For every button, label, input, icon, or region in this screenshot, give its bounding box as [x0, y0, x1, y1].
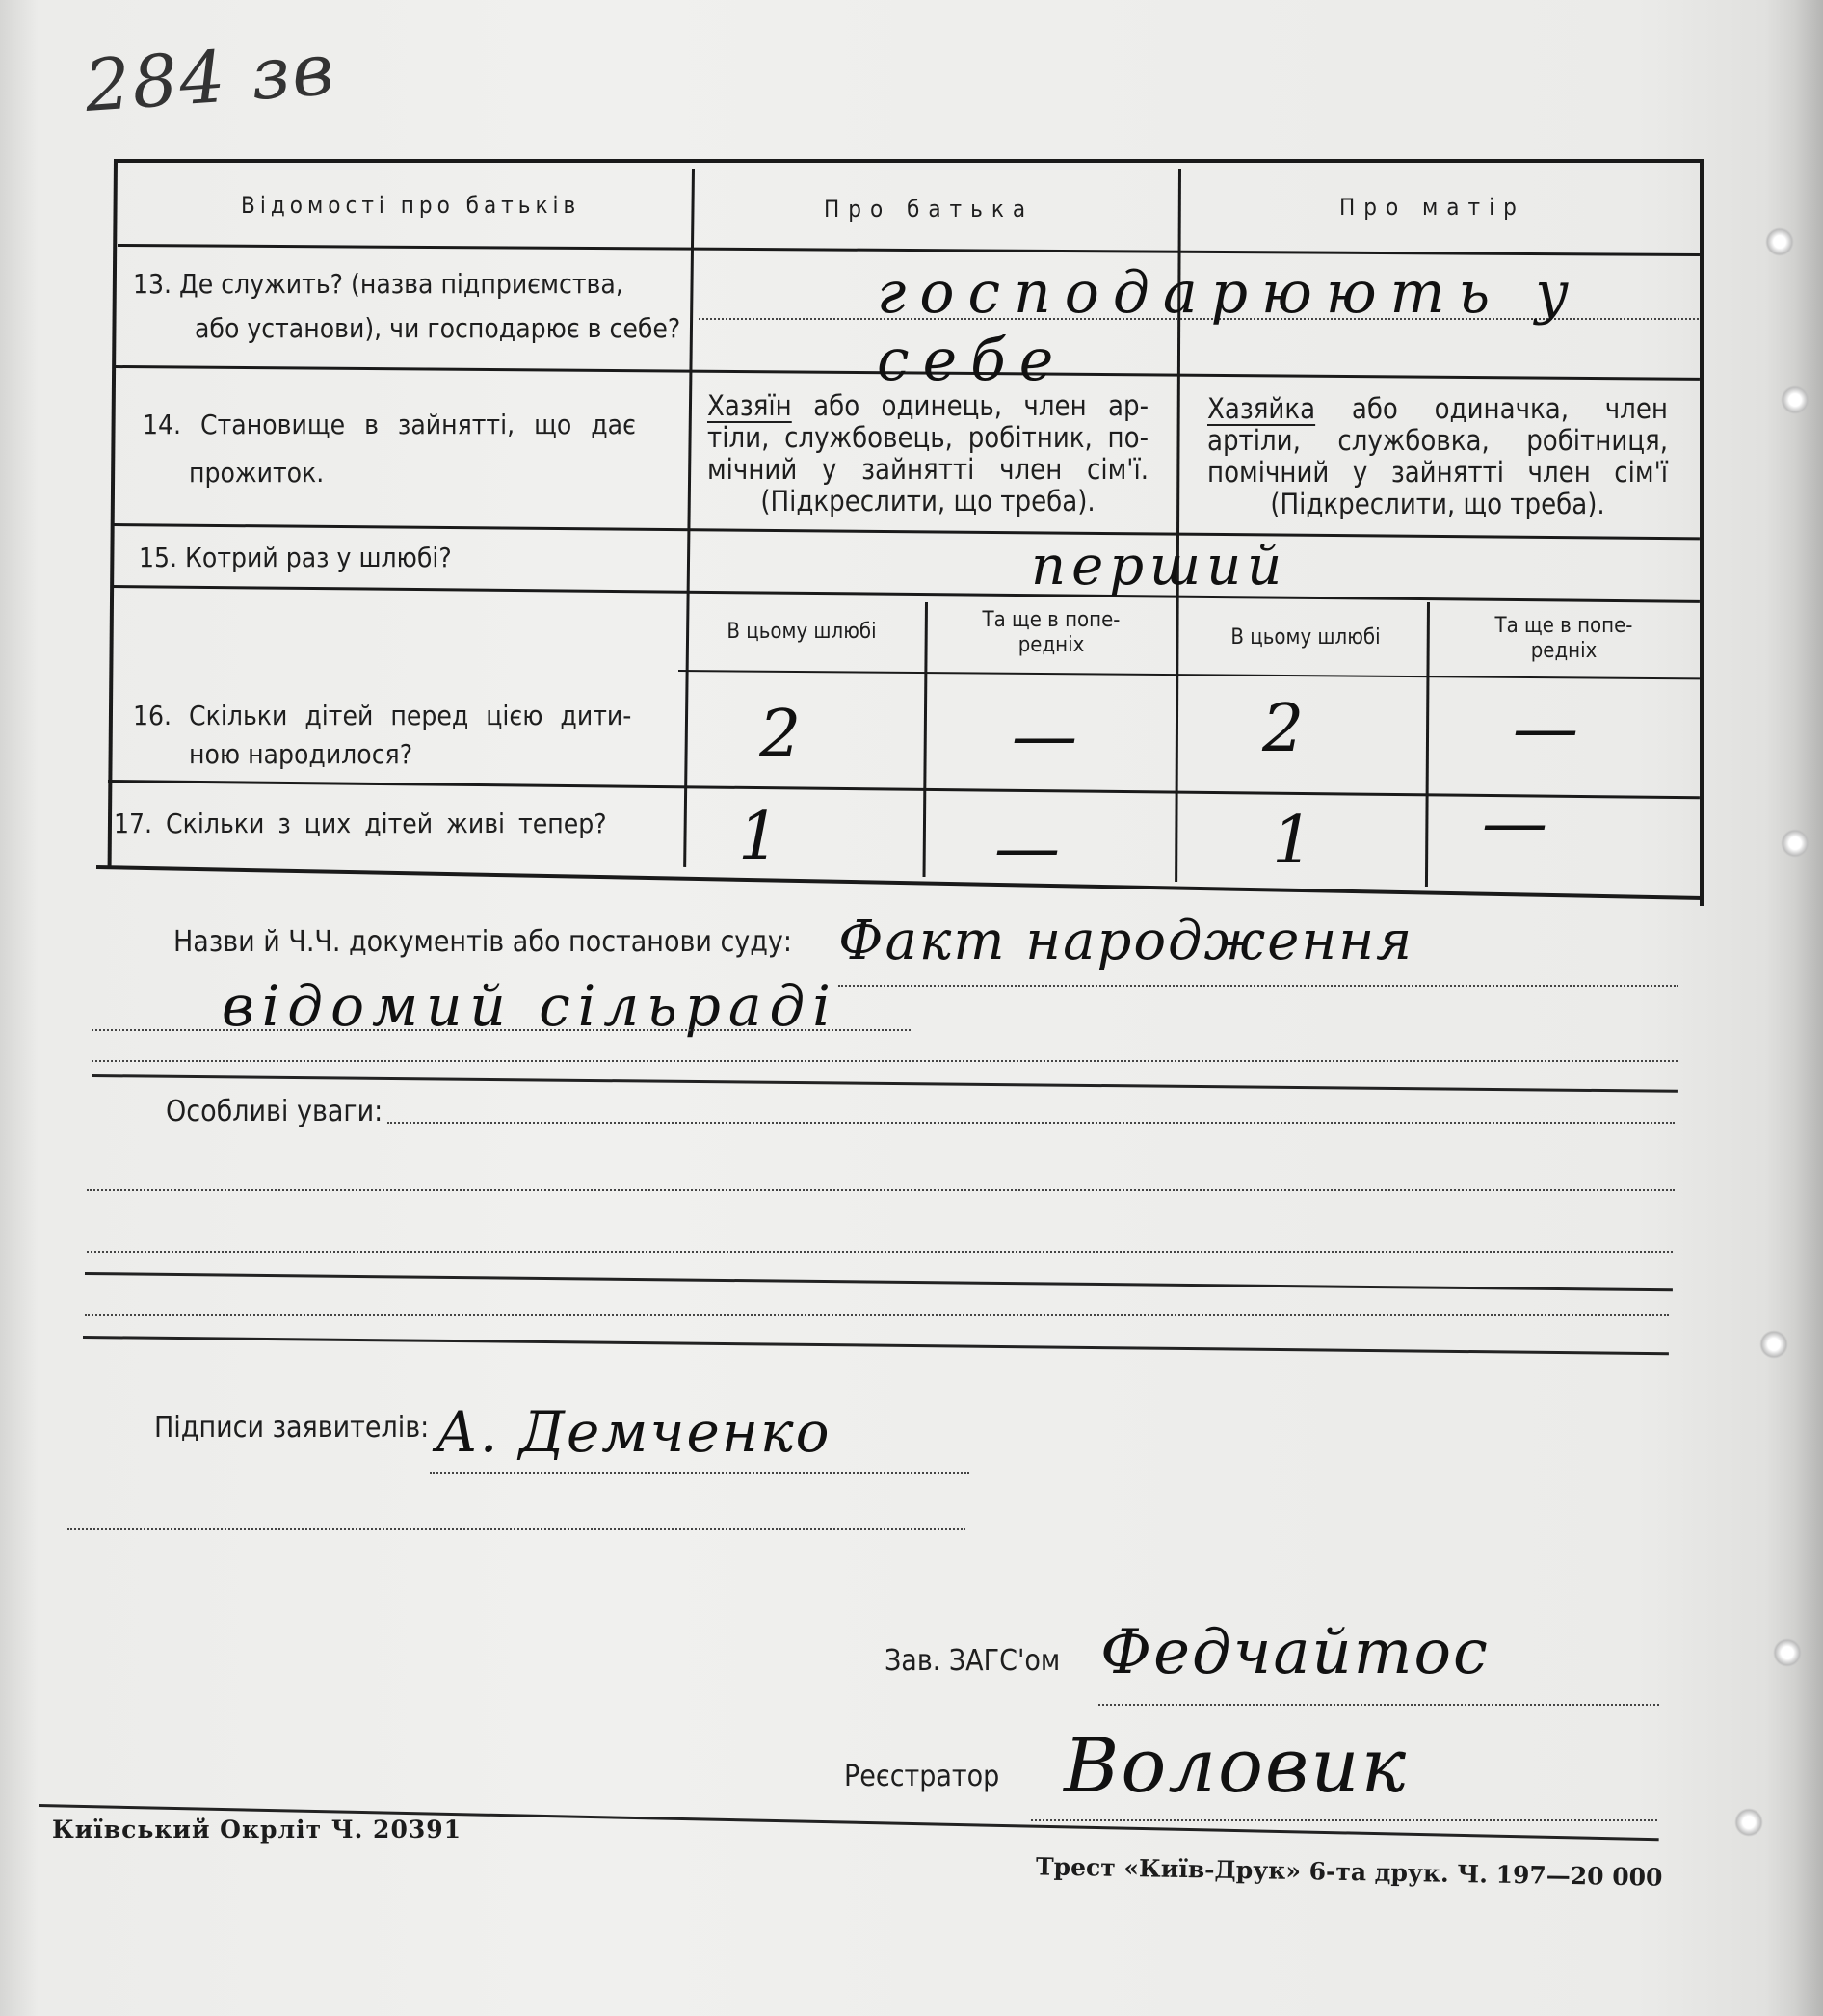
- printer-imprint-right: Трест «Київ-Друк» 6-та друк. Ч. 197—20 000: [1035, 1852, 1663, 1892]
- q14-father-option-line1: Хазяїн або одинець, член ар-: [707, 389, 1149, 422]
- applicant-signature: А. Демченко: [436, 1399, 832, 1465]
- subheader-mother-previous: Та ще в попе- редніх: [1494, 614, 1633, 663]
- documents-value-line2: відомий сільраді: [222, 973, 838, 1039]
- q14-mother-option-line1: Хазяйка або одиначка, член: [1207, 392, 1668, 425]
- remarks-line3: [87, 1251, 1673, 1253]
- mother-selected-owner: Хазяйка: [1207, 392, 1316, 425]
- binding-hole: [1781, 829, 1810, 858]
- binding-hole: [1773, 1638, 1802, 1667]
- table-hline-5: [108, 780, 1700, 799]
- table-hline-4: [112, 585, 1700, 603]
- table-hline-subheader: [678, 670, 1700, 679]
- applicant-signature-line1: [430, 1472, 969, 1474]
- q14-mother-options: [1207, 393, 1668, 520]
- father-selected-owner: Хазяїн: [707, 389, 792, 422]
- registrar-label: Реєстратор: [844, 1760, 1000, 1793]
- q16-question-line1: 16. Скільки дітей перед цією дити-: [133, 700, 632, 731]
- documents-line3: [92, 1060, 1678, 1062]
- q15-question: 15. Котрий раз у шлюбі?: [139, 542, 452, 573]
- remarks-rule2: [83, 1336, 1669, 1355]
- q16-father-this: 2: [759, 697, 802, 773]
- q13-question-line2: або установи), чи господарює в себе?: [195, 312, 681, 344]
- q14-mother-option-line4: (Підкреслити, що треба).: [1270, 488, 1605, 520]
- archive-page-number: 284 зв: [82, 28, 338, 128]
- q16-question-line2: ною народилося?: [189, 738, 413, 770]
- remarks-label: Особливі уваги:: [166, 1095, 383, 1128]
- applicant-signature-label: Підписи заявителів:: [154, 1411, 430, 1445]
- q17-mother-previous: —: [1482, 785, 1547, 862]
- q14-father-option-line2: тіли, службовець, робітник, по-: [707, 421, 1149, 454]
- registrar-signature: Воловик: [1064, 1723, 1409, 1810]
- remarks-rule1: [85, 1272, 1673, 1291]
- subheader-father-this: В цьому шлюбі: [727, 620, 877, 644]
- documents-line1: [838, 985, 1678, 987]
- table-hline-1: [118, 244, 1700, 256]
- binding-hole: [1734, 1808, 1763, 1837]
- q14-question-line1: 14. Становище в зайнятті, що дає: [143, 409, 636, 440]
- remarks-line2: [87, 1189, 1675, 1191]
- header-label: Відомості про батьків: [241, 192, 581, 219]
- q16-mother-previous: —: [1513, 691, 1578, 767]
- binding-hole: [1781, 385, 1810, 414]
- subheader-mother-this: В цьому шлюбі: [1230, 625, 1381, 650]
- table-vline-label: [683, 169, 695, 867]
- q16-father-previous: —: [1012, 699, 1077, 775]
- parents-info-table: [96, 159, 1704, 887]
- printer-imprint-left: Київський Окрліт Ч. 20391: [52, 1816, 462, 1844]
- q15-answer: перший: [1031, 535, 1288, 597]
- remarks-line1: [387, 1122, 1675, 1124]
- remarks-line4: [85, 1314, 1669, 1316]
- header-father: Про батька: [824, 196, 1035, 223]
- table-border-bottom: [96, 865, 1704, 900]
- registry-head-signature: Федчайтос: [1100, 1617, 1490, 1688]
- subheader-father-previous: Та ще в попе- редніх: [982, 608, 1121, 657]
- q17-question: 17. Скільки з цих дітей живі тепер?: [114, 808, 607, 839]
- q14-mother-option-line2: артіли, службовка, робітниця,: [1207, 424, 1668, 457]
- documents-rule: [92, 1074, 1678, 1093]
- q17-mother-this: 1: [1272, 803, 1314, 879]
- applicant-signature-line2: [67, 1528, 965, 1530]
- documents-label: Назви й Ч.Ч. документів або постанови суду:: [173, 925, 792, 959]
- table-hline-3: [114, 523, 1700, 540]
- registry-head-line: [1098, 1704, 1659, 1706]
- binding-hole: [1765, 227, 1794, 256]
- header-mother: Про матір: [1339, 194, 1525, 221]
- table-border-top: [114, 159, 1704, 163]
- binding-hole: [1759, 1330, 1788, 1359]
- page-edge-shadow: [1765, 0, 1823, 2016]
- registry-head-label: Зав. ЗАГС'ом: [885, 1644, 1061, 1678]
- q14-father-options: [707, 390, 1149, 517]
- registrar-line: [1031, 1819, 1657, 1821]
- table-vline-father-split: [923, 602, 928, 877]
- q14-mother-option-line3: помічний у зайнятті член сім'ї: [1207, 456, 1668, 489]
- q17-father-this: 1: [738, 799, 780, 875]
- q13-question-line1: 13. Де служить? (назва підприємства,: [133, 268, 623, 300]
- q16-mother-this: 2: [1262, 691, 1305, 767]
- table-border-left: [108, 159, 118, 867]
- q17-father-previous: —: [994, 810, 1060, 887]
- q13-answer: господарюють у себе: [877, 259, 1583, 394]
- q14-question-line2: прожиток.: [189, 457, 325, 489]
- q14-father-option-line4: (Підкреслити, що треба).: [760, 485, 1096, 517]
- documents-value-line1: Факт народження: [838, 910, 1414, 972]
- documents-line2: [92, 1029, 911, 1031]
- q14-father-option-line3: мічний у зайнятті член сім'ї.: [707, 453, 1149, 486]
